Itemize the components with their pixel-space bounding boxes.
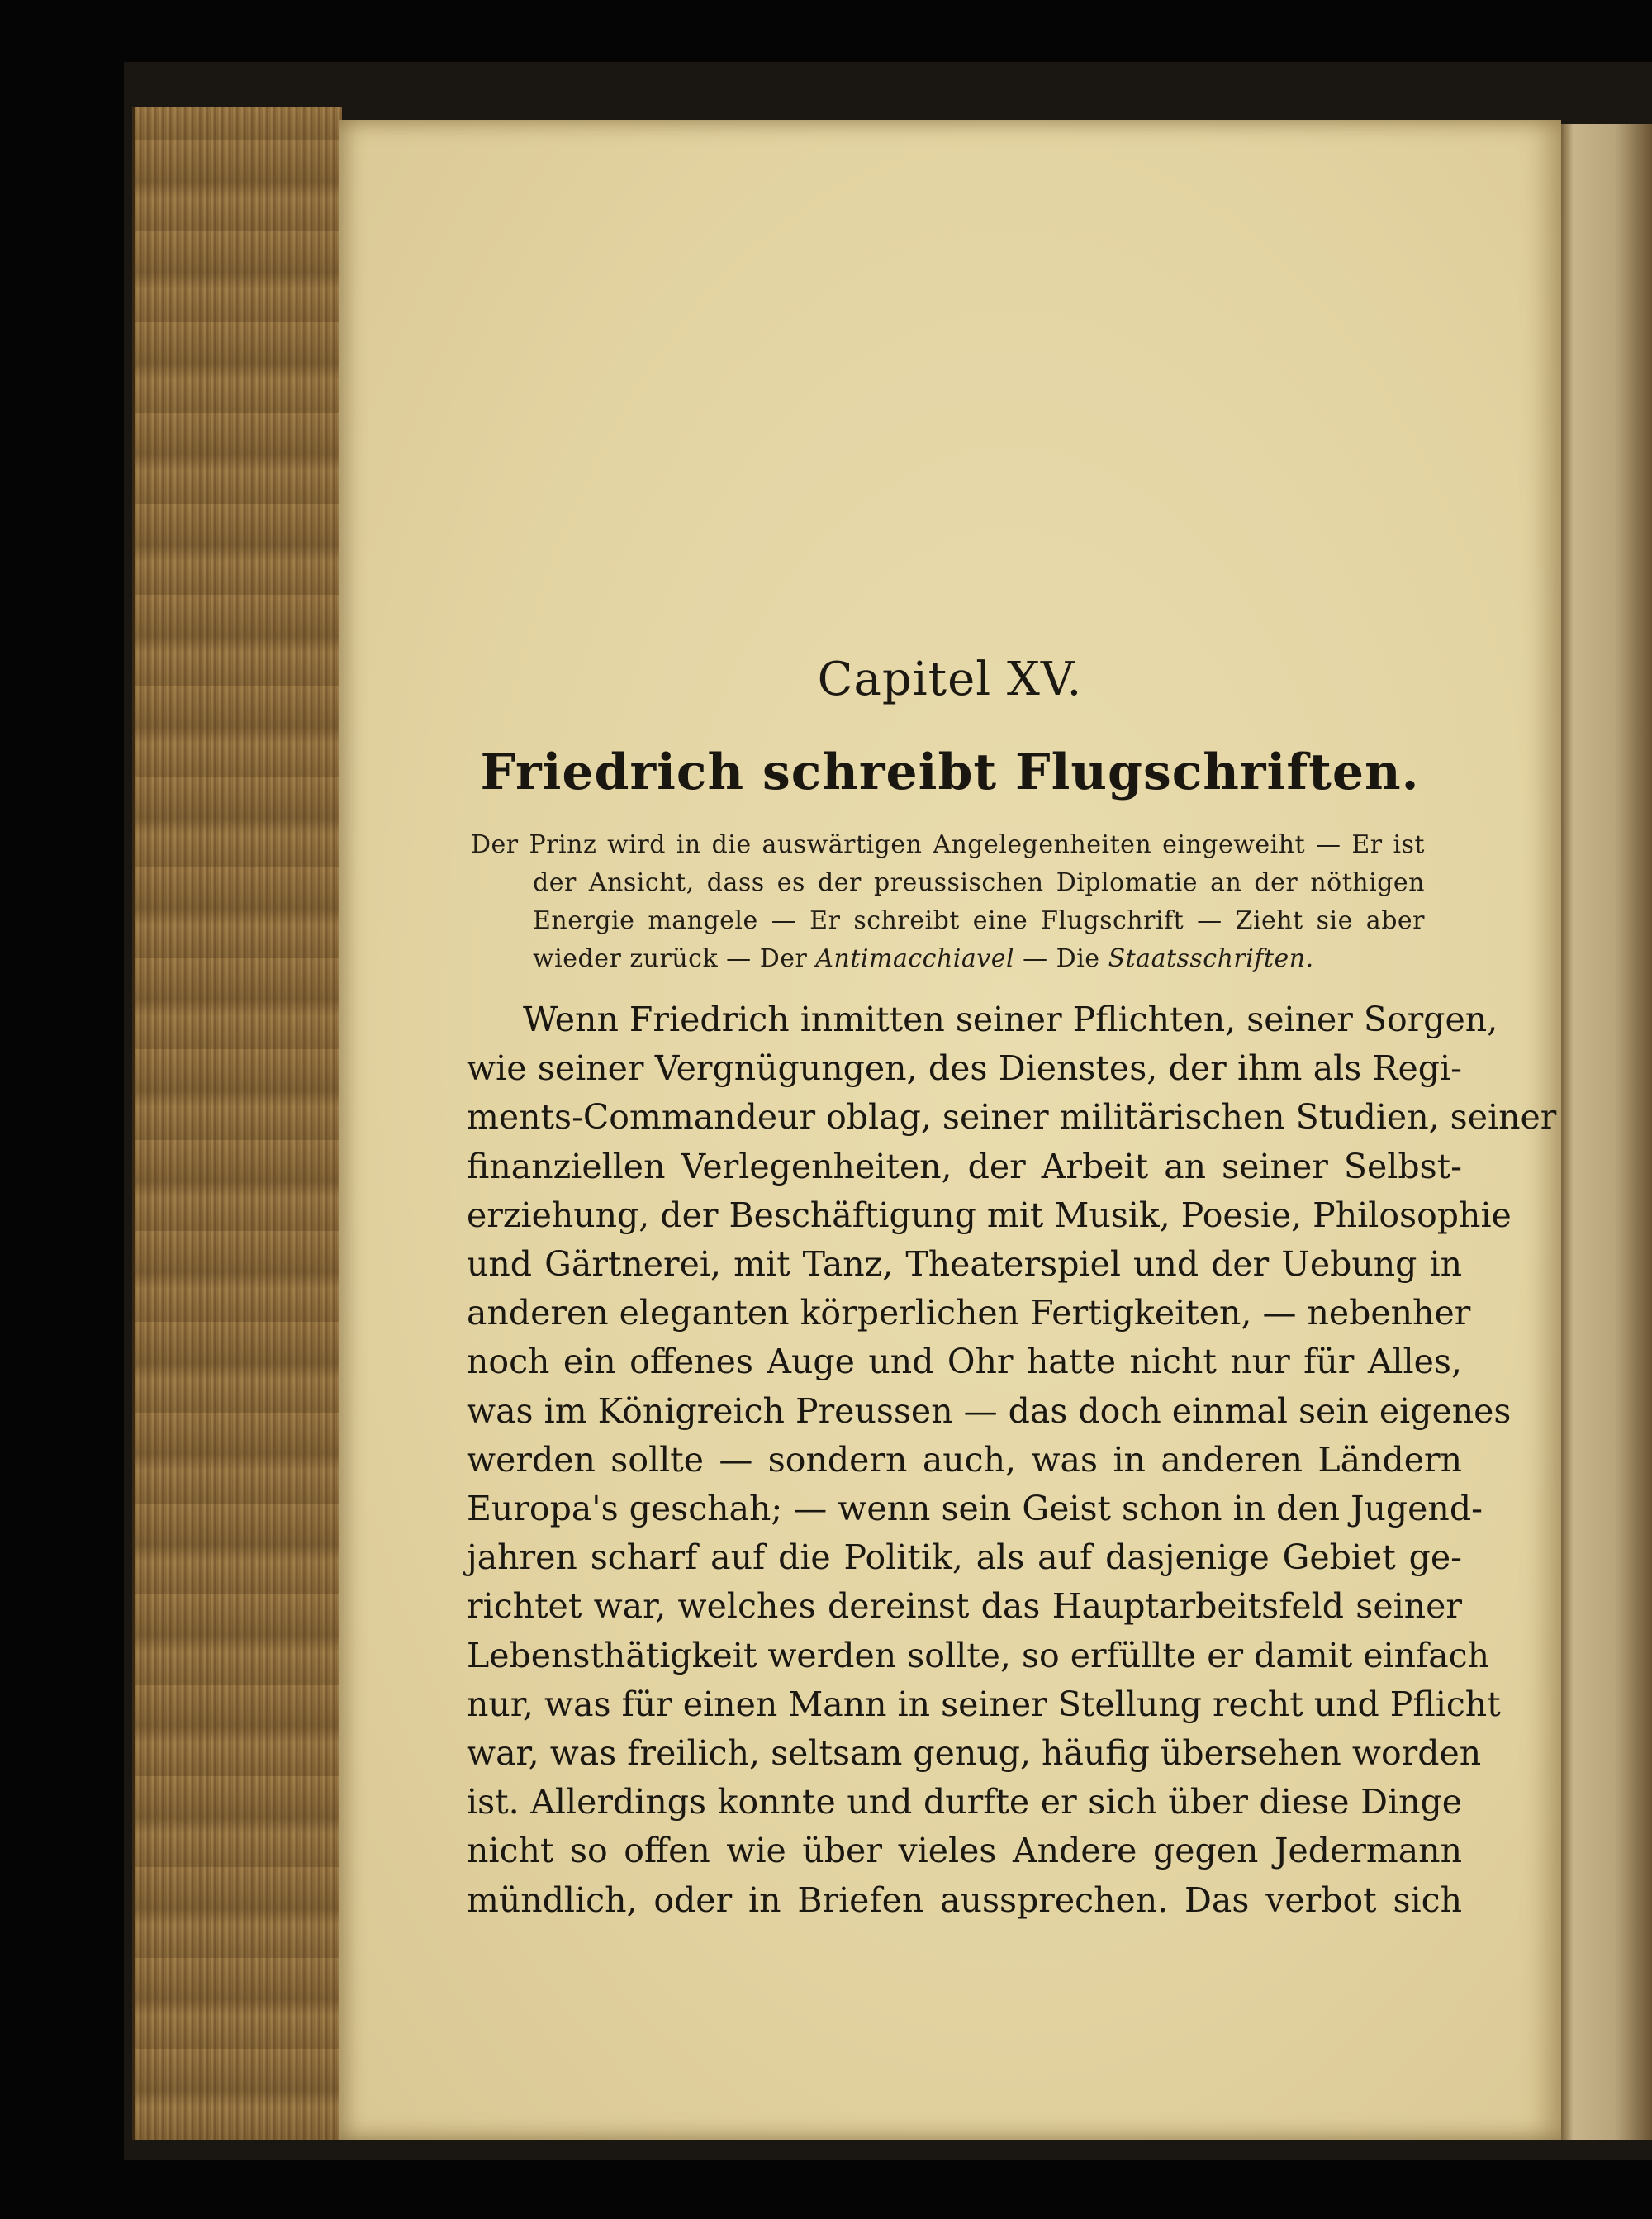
page-edge (132, 107, 342, 2140)
text-line: erziehung, der Beschäftigung mit Musik, Poesie, Philosophie (467, 1195, 1512, 1235)
text-line: Europa's geschah; — wenn sein Geist schon in den Jugend- (467, 1489, 1483, 1529)
chapter-title: Friedrich schreibt Flugschriften. (480, 744, 1420, 801)
text-line: Wenn Friedrich inmitten seiner Pflichten, seiner Sorgen, (523, 1000, 1498, 1039)
text-line: mündlich, oder in Briefen aussprechen. Das verbot sich (467, 1879, 1462, 1920)
text-line: nicht so offen wie über vieles Andere gegen Jedermann (467, 1831, 1462, 1871)
text-line: ments-Commandeur oblag, seiner militärischen Studien, seiner (467, 1097, 1557, 1138)
work-title: Staatsschriften. (1108, 944, 1314, 973)
summary-line: der Ansicht, dass es der preussischen Diplomatie an der nöthigen (533, 868, 1425, 897)
text-line: ist. Allerdings konnte und durfte er sich über diese Dinge (467, 1782, 1462, 1822)
text-line: und Gärtnerei, mit Tanz, Theaterspiel und der Uebung in (467, 1244, 1462, 1285)
text-line: war, was freilich, seltsam genug, häufig übersehen worden (467, 1733, 1482, 1774)
chapter-summary (471, 826, 1425, 978)
text-line: werden sollte — sondern auch, was in anderen Ländern (467, 1439, 1462, 1480)
text-line: wie seiner Vergnügungen, des Dienstes, der ihm als Regi- (467, 1048, 1462, 1089)
text-line: nur, was für einen Mann in seiner Stellung recht und Pflicht (467, 1684, 1501, 1724)
body-text (467, 995, 1557, 1925)
text-line: noch ein offenes Auge und Ohr hatte nicht nur für Alles, (467, 1342, 1462, 1382)
text-line: was im Königreich Preussen — das doch einmal sein eigenes (467, 1390, 1512, 1431)
summary-line: Der Prinz wird in die auswärtigen Angelegenheiten eingeweiht — Er ist (471, 830, 1425, 859)
text-line: richtet war, welches dereinst das Hauptarbeitsfeld seiner (467, 1586, 1462, 1627)
text-line: jahren scharf auf die Politik, als auf dasjenige Gebiet ge- (467, 1537, 1462, 1578)
work-title: Antimacchiavel (815, 944, 1015, 973)
chapter-number: Capitel XV. (817, 653, 1083, 706)
facing-page-edge (1559, 124, 1652, 2140)
summary-line: Energie mangele — Er schreibt eine Flugschrift — Zieht sie aber (533, 906, 1425, 935)
summary-text: — Die (1014, 944, 1108, 973)
text-line: Lebensthätigkeit werden sollte, so erfüllte er damit einfach (467, 1635, 1490, 1675)
text-line: finanziellen Verlegenheiten, der Arbeit an seiner Selbst- (467, 1146, 1462, 1186)
text-line: anderen eleganten körperlichen Fertigkeiten, — nebenher (467, 1293, 1471, 1333)
summary-text: wieder zurück — Der (533, 944, 816, 973)
summary-line (471, 940, 1425, 978)
